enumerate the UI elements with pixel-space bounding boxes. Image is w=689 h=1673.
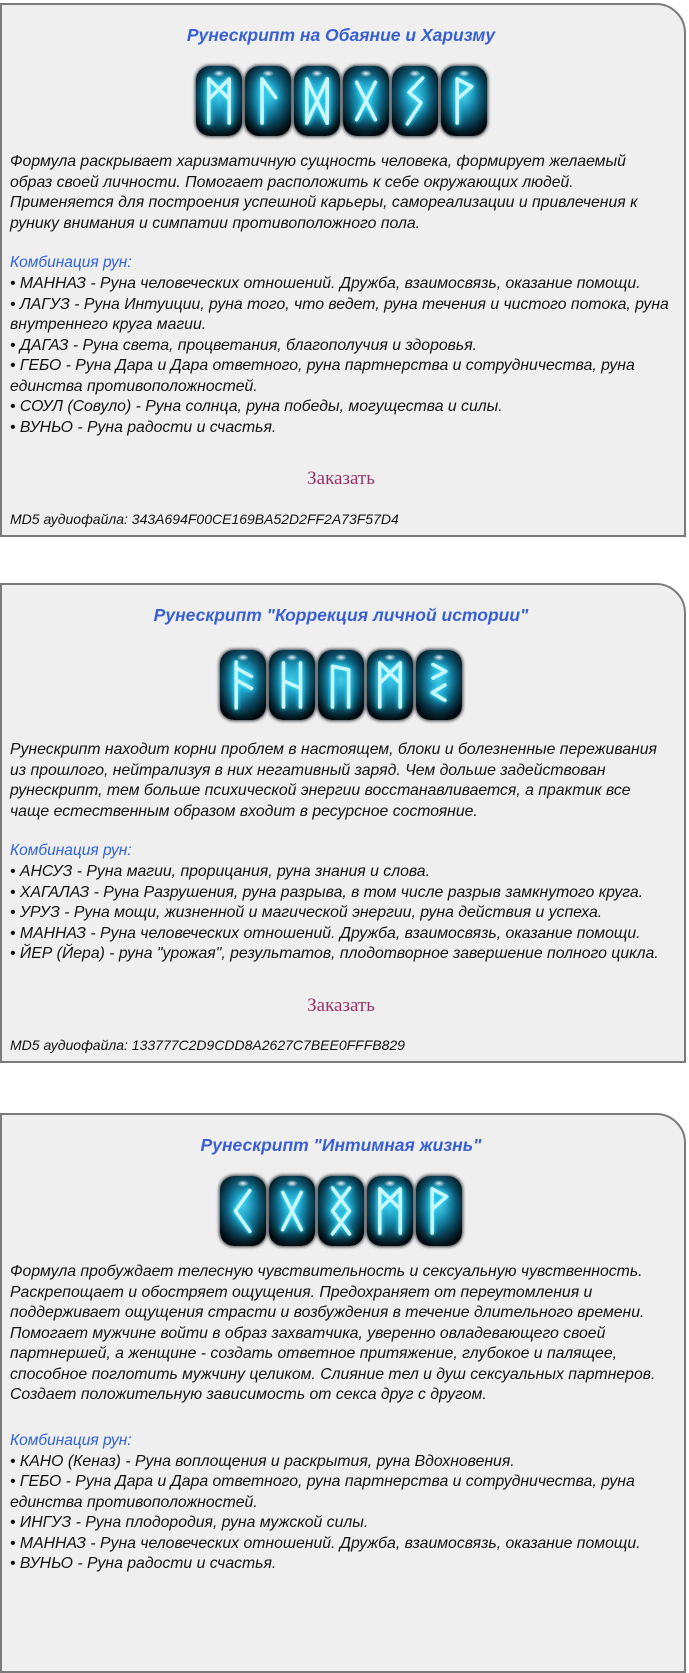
rune-list-item: • ГЕБО - Руна Дара и Дара ответного, руна партнерства и сотрудничества, руна единства противоположностей. bbox=[10, 356, 672, 397]
uruz-rune-icon bbox=[324, 657, 358, 713]
rune-stone-uruz bbox=[318, 650, 364, 720]
card-title: Рунескрипт "Интимная жизнь" bbox=[200, 1135, 482, 1155]
rune-list-item: • ВУНЬО - Руна радости и счастья. bbox=[10, 1554, 672, 1575]
combo-heading: Комбинация рун: bbox=[10, 1431, 132, 1449]
rune-stone-wunjo bbox=[441, 66, 487, 136]
rune-stone-gebo bbox=[343, 66, 389, 136]
runescript-card-intimate-life bbox=[0, 1113, 686, 1673]
mannaz-rune-icon bbox=[373, 657, 407, 713]
rune-stone-dagaz bbox=[294, 66, 340, 136]
order-link[interactable]: Заказать bbox=[307, 994, 375, 1016]
rune-stone-gebo bbox=[269, 1176, 315, 1246]
rune-stones-image bbox=[10, 1176, 672, 1246]
inguz-rune-icon bbox=[324, 1183, 358, 1239]
runescript-card-charisma bbox=[0, 3, 686, 537]
rune-stone-hagalaz bbox=[269, 650, 315, 720]
laguz-rune-icon bbox=[251, 73, 285, 129]
card-title: Рунескрипт "Коррекция личной истории" bbox=[153, 605, 529, 625]
rune-list-item: • АНСУЗ - Руна магии, прорицания, руна знания и слова. bbox=[10, 862, 672, 883]
gebo-rune-icon bbox=[349, 73, 383, 129]
dagaz-rune-icon bbox=[300, 73, 334, 129]
order-link[interactable]: Заказать bbox=[307, 468, 375, 490]
card-title: Рунескрипт на Обаяние и Харизму bbox=[186, 25, 496, 45]
rune-stones-image bbox=[10, 66, 672, 136]
sowilo-rune-icon bbox=[398, 73, 432, 129]
rune-list-item: • МАННАЗ - Руна человеческих отношений. Дружба, взаимосвязь, оказание помощи. bbox=[10, 274, 672, 295]
kenaz-rune-icon bbox=[226, 1183, 260, 1239]
ansuz-rune-icon bbox=[226, 657, 260, 713]
rune-stone-jera bbox=[416, 650, 462, 720]
rune-list-item: • УРУЗ - Руна мощи, жизненной и магической энергии, руна действия и успеха. bbox=[10, 903, 672, 924]
rune-list-item: • ВУНЬО - Руна радости и счастья. bbox=[10, 418, 672, 439]
rune-list-item: • ИНГУЗ - Руна плодородия, руна мужской силы. bbox=[10, 1513, 672, 1534]
jera-rune-icon bbox=[422, 657, 456, 713]
mannaz-rune-icon bbox=[202, 73, 236, 129]
rune-stone-mannaz bbox=[196, 66, 242, 136]
rune-stone-mannaz bbox=[367, 1176, 413, 1246]
rune-stone-sowilo bbox=[392, 66, 438, 136]
rune-list-item: • ДАГАЗ - Руна света, процветания, благополучия и здоровья. bbox=[10, 336, 672, 357]
wunjo-rune-icon bbox=[422, 1183, 456, 1239]
md5-audio-line: MD5 аудиофайла: 343A694F00CE169BA52D2FF2A73F57D4 bbox=[10, 511, 399, 527]
rune-stones-image bbox=[10, 650, 672, 720]
runescripts-page bbox=[0, 3, 689, 1603]
rune-list-item: • ЛАГУЗ - Руна Интуиции, руна того, что ведет, руна течения и чистого потока, руна внутреннего круга магии. bbox=[10, 295, 672, 336]
combo-heading: Комбинация рун: bbox=[10, 842, 132, 860]
md5-audio-line: MD5 аудиофайла: 133777C2D9CDD8A2627C7BEE0FFFB829 bbox=[10, 1037, 405, 1053]
card-description: Рунескрипт находит корни проблем в настоящем, блоки и болезненные переживания из прошлого, нейтрализуя в них негативный заряд. Чем дольше задействован рунескрипт, тем больше психической энергии восстанавливается, а практик все чаще естественным образом входит в ресурсное состояние. bbox=[10, 741, 657, 820]
rune-list-item: • ГЕБО - Руна Дара и Дара ответного, руна партнерства и сотрудничества, руна единства противоположностей. bbox=[10, 1472, 672, 1513]
card-description: Формула раскрывает харизматичную сущность человека, формирует желаемый образ своей личности. Помогает расположить к себе окружающих людей. Применяется для построения успешной карьеры, самореализации и привлечения к рунику внимания и симпатии противоположного пола. bbox=[10, 153, 638, 232]
rune-list-item: • ЙЕР (Йера) - руна "урожая", результатов, плодотворное завершение полного цикла. bbox=[10, 944, 672, 965]
wunjo-rune-icon bbox=[447, 73, 481, 129]
runescript-card-history-correction bbox=[0, 583, 686, 1063]
rune-stone-wunjo bbox=[416, 1176, 462, 1246]
rune-stone-inguz bbox=[318, 1176, 364, 1246]
gebo-rune-icon bbox=[275, 1183, 309, 1239]
rune-stone-mannaz bbox=[367, 650, 413, 720]
rune-stone-ansuz bbox=[220, 650, 266, 720]
rune-list-item: • ХАГАЛАЗ - Руна Разрушения, руна разрыва, в том числе разрыв замкнутого круга. bbox=[10, 883, 672, 904]
hagalaz-rune-icon bbox=[275, 657, 309, 713]
rune-list-item: • МАННАЗ - Руна человеческих отношений. Дружба, взаимосвязь, оказание помощи. bbox=[10, 924, 672, 945]
rune-list-item: • КАНО (Кеназ) - Руна воплощения и раскрытия, руна Вдохновения. bbox=[10, 1452, 672, 1473]
rune-list-item: • МАННАЗ - Руна человеческих отношений. Дружба, взаимосвязь, оказание помощи. bbox=[10, 1534, 672, 1555]
combo-heading: Комбинация рун: bbox=[10, 254, 132, 272]
mannaz-rune-icon bbox=[373, 1183, 407, 1239]
card-description: Формула пробуждает телесную чувствительность и сексуальную чувственность. Раскрепощает и обостряет ощущения. Предохраняет от переутомления и поддерживает ощущения страсти и возбуждения в течение длительного времени. Помогает мужчине войти в образ захватчика, уверенно овладевающего своей партнершей, а женщине - создать ответное притяжение, глубокое и палящее, способное поглотить мужчину целиком. Слияние тел и душ сексуальных партнеров. Создает положительную зависимость от секса друг с другом. bbox=[10, 1263, 656, 1404]
rune-stone-laguz bbox=[245, 66, 291, 136]
rune-list-item: • СОУЛ (Совуло) - Руна солнца, руна победы, могущества и силы. bbox=[10, 397, 672, 418]
rune-stone-kenaz bbox=[220, 1176, 266, 1246]
